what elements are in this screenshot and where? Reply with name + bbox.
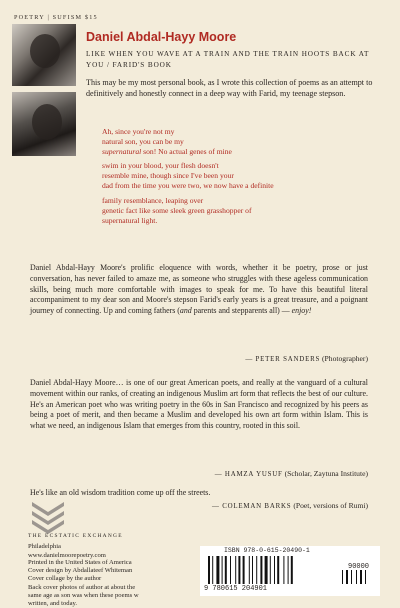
isbn-label: ISBN 978-0-615-20490-1 bbox=[224, 547, 310, 554]
author-name: Daniel Abdal-Hayy Moore bbox=[86, 30, 237, 44]
intro-text: This may be my most personal book, as I wrote this collection of poems as an attempt to definitively and honestly connect in a deep way with Farid, my teenage stepson. bbox=[86, 78, 373, 98]
barcode-number: 9 780615 204901 bbox=[204, 585, 268, 593]
book-subtitle: LIKE WHEN YOU WAVE AT A TRAIN AND THE TRAIN HOOTS BACK AT YOU / FARID'S BOOK bbox=[86, 50, 370, 69]
poem-stanza-2: swim in your blood, your flesh doesn't resemble mine, though since I've been your dad from the time you were two, we now have a definite bbox=[102, 161, 274, 191]
poem-stanza-1: Ah, since you're not my natural son, you can be my supernatural son! No actual genes of mine bbox=[102, 127, 232, 157]
credits: Printed in the United States of America Cover design by Abdallateef Whiteman Cover collage by the author Back cover photos of author at about the same age as son was when these poems w written, and today. bbox=[28, 559, 139, 608]
review-coleman-barks: He's like an old wisdom tradition come up off the streets. bbox=[30, 488, 211, 497]
review-peter-sanders: Daniel Abdal-Hayy Moore's prolific eloquence with words, whether it be poetry, prose or just conversation, has never failed to amaze me, as someone who struggles with these ageless communication skills, being much more comfortable with images to speak for me. To have this beautiful literal accompaniment to my dear son and Moore's stepson Farid's early years is a great treasure, and a poignant journey of connecting. Up and coming fathers (and parents and stepparents all) — enjoy! bbox=[30, 263, 368, 316]
publisher-info: THE ECSTATIC EXCHANGE Philadelphia www.danielmoorepoetry.com bbox=[28, 533, 123, 559]
attribution-hamza-yusuf: — HAMZA YUSUF (Scholar, Zaytuna Institute) bbox=[214, 469, 368, 478]
author-photo-today bbox=[12, 92, 76, 156]
attribution-peter-sanders: — PETER SANDERS (Photographer) bbox=[245, 354, 368, 363]
poem-stanza-3: family resemblance, leaping over genetic fact like some sleek green grasshopper of supernatural light. bbox=[102, 196, 252, 226]
publisher-logo-icon bbox=[28, 500, 68, 534]
category-line: POETRY | SUFISM $15 bbox=[14, 14, 98, 21]
author-photo-young bbox=[12, 24, 76, 86]
price-code: 90000 bbox=[348, 563, 370, 571]
attribution-coleman-barks: — COLEMAN BARKS (Poet, versions of Rumi) bbox=[212, 501, 368, 510]
review-hamza-yusuf: Daniel Abdal-Hayy Moore… is one of our great American poets, and really at the vanguard of a cultural movement within our ranks, of creating an indigenous Muslim art form that reflects the best of our culture. He's an American poet who was writing poetry in the 60s in San Francisco and recognized by his peers as being a poet of merit, and then became a Muslim and developed his own art form within Islam. This is what we need, an indigenous Islam that emerges from this country, rooted in this soil. bbox=[30, 378, 368, 431]
